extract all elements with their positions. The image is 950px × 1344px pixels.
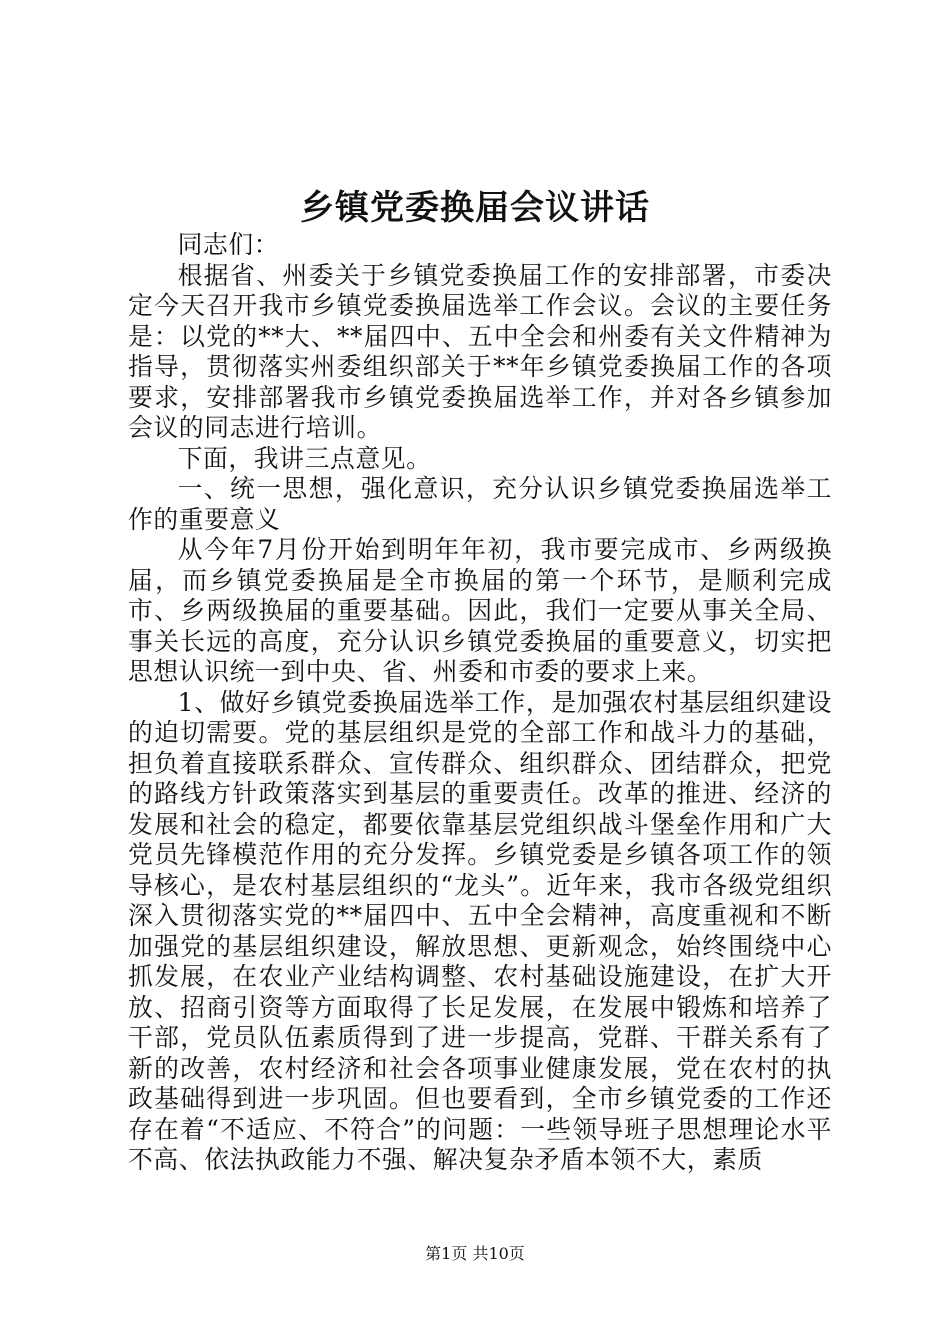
document-title: 乡镇党委换届会议讲话 [300, 188, 650, 228]
paragraph-transition: 下面，我讲三点意见。 [177, 443, 432, 473]
paragraph-intro: 根据省、州委关于乡镇党委换届工作的安排部署，市委决定今天召开我市乡镇党委换届选举工作会议。会议的主要任务是：以党的**大、**届四中、五中全会和州委有关文件精神为指导，贯彻落实州委组织部关于**年乡镇党委换届工作的各项要求，安排部署我市乡镇党委换届选举工作，并对各乡镇参加会议的同志进行培训。 [128, 260, 832, 442]
section-heading-1: 一、统一思想，强化意识，充分认识乡镇党委换届选举工作的重要意义 [128, 474, 832, 534]
document-body [128, 230, 832, 1176]
paragraph-point-1: 1、做好乡镇党委换届选举工作，是加强农村基层组织建设的迫切需要。党的基层组织是党的全部工作和战斗力的基础，担负着直接联系群众、宣传群众、组织群众、团结群众，把党的路线方针政策落实到基层的重要责任。改革的推进、经济的发展和社会的稳定，都要依靠基层党组织战斗堡垒作用和广大党员先锋模范作用的充分发挥。乡镇党委是乡镇各项工作的领导核心，是农村基层组织的“龙头”。近年来，我市各级党组织深入贯彻落实党的**届四中、五中全会精神，高度重视和不断加强党的基层组织建设，解放思想、更新观念，始终围绕中心抓发展，在农业产业结构调整、农村基础设施建设，在扩大开放、招商引资等方面取得了长足发展，在发展中锻炼和培养了干部，党员队伍素质得到了进一步提高，党群、干群关系有了新的改善，农村经济和社会各项事业健康发展，党在农村的执政基础得到进一步巩固。但也要看到，全市乡镇党委的工作还存在着“不适应、不符合”的问题：一些领导班子思想理论水平不高、依法执政能力不强、解决复杂矛盾本领不大，素质 [128, 687, 832, 1174]
paragraph-section-1: 从今年7月份开始到明年年初，我市要完成市、乡两级换届，而乡镇党委换届是全市换届的第一个环节，是顺利完成市、乡两级换届的重要基础。因此，我们一定要从事关全局、事关长远的高度，充分认识乡镇党委换届的重要意义，切实把思想认识统一到中央、省、州委和市委的要求上来。 [128, 535, 832, 686]
salutation: 同志们： [177, 230, 280, 259]
page-number-footer: 第1页 共10页 [425, 1244, 525, 1263]
